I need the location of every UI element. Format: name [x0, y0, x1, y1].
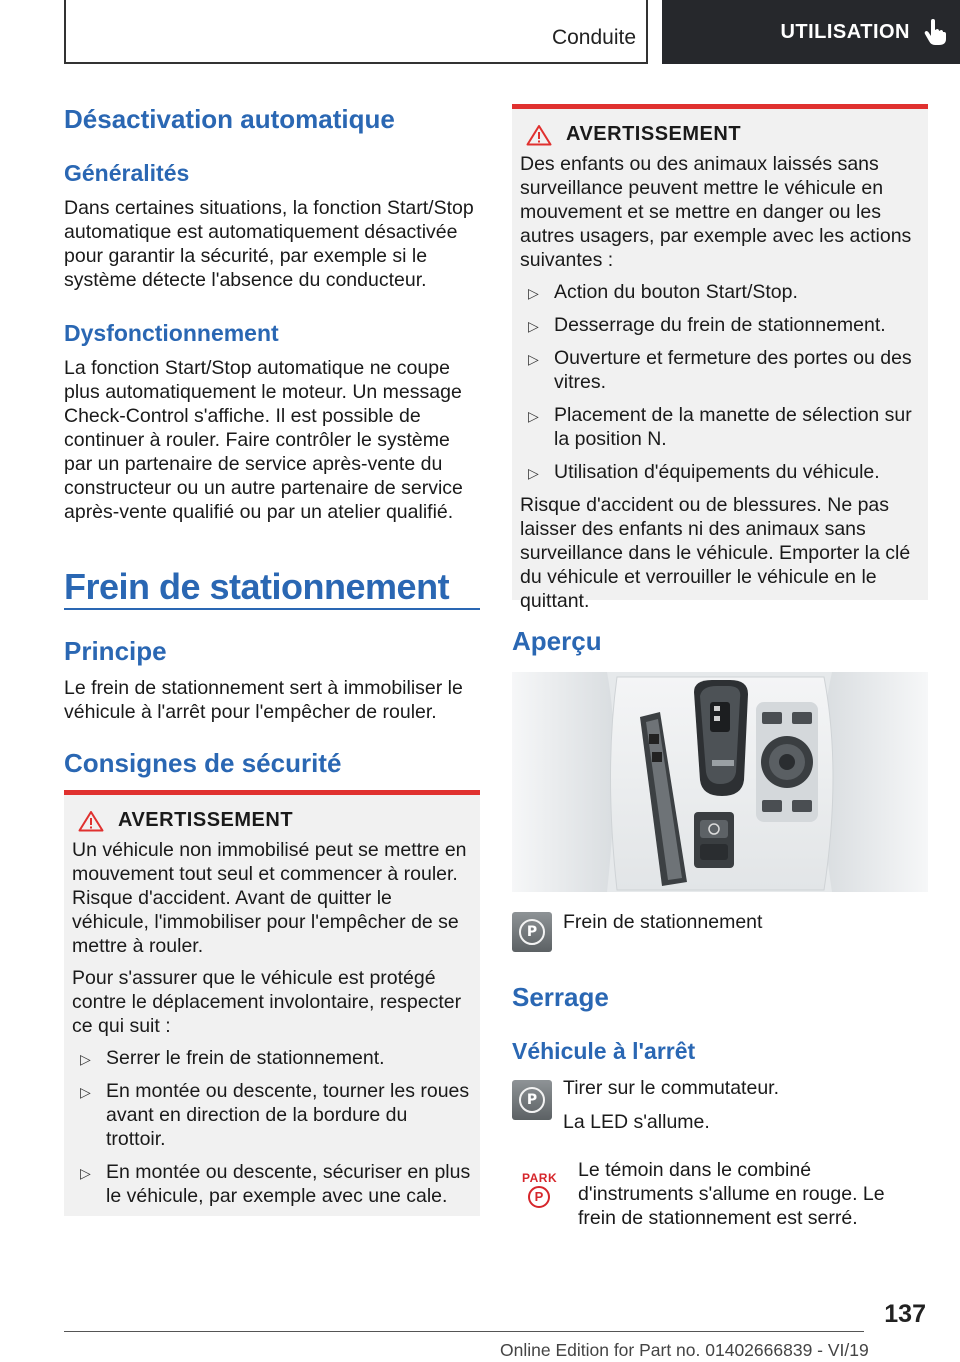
park-indicator-letter: P: [528, 1186, 550, 1208]
bullet-triangle-icon: ▷: [528, 285, 539, 301]
malfunction-paragraph: La fonction Start/Stop automatique ne coupe plus automatiquement le moteur. Un message Check-Control s'affiche. Il est possible de continuer à rouler. Faire contrôler le système par un partenaire de service après-vente du constructeur ou un autre partenaire de service après-vente qualifié ou par un atelier qualifié.: [64, 357, 463, 523]
heading-malfunction: Dysfonctionnement: [64, 320, 279, 346]
page-number: 137: [884, 1300, 926, 1328]
parking-brake-symbol: P: [519, 919, 545, 945]
heading-overview: Aperçu: [512, 626, 602, 656]
heading-general: Généralités: [64, 160, 190, 186]
warning-list: [72, 1046, 472, 1208]
parking-brake-switch-icon: [512, 1080, 552, 1120]
general-paragraph: Dans certaines situations, la fonction Start/Stop automatique est automatiquement désactivée pour garantir la sécurité, par exemple si le système détecte l'absence du conducteur.: [64, 197, 474, 291]
bullet-triangle-icon: ▷: [528, 351, 539, 367]
parking-brake-symbol: P: [519, 1087, 545, 1113]
parking-brake-switch-icon: [512, 912, 552, 952]
heading-auto-deactivation: Désactivation automatique: [64, 104, 395, 134]
warning-triangle-icon: [526, 124, 552, 146]
list-item: ▷ En montée ou descente, sécuriser en plus le véhicule, par exemple avec une cale.: [80, 1161, 471, 1207]
chapter-tab: [662, 0, 960, 64]
indicator-paragraph: Le témoin dans le combiné d'instruments s'allume en rouge. Le frein de stationnement est serré.: [578, 1159, 885, 1229]
footer-edition: Online Edition for Part no. 01402666839 - VI/19: [500, 1340, 869, 1360]
step-pull-switch: Tirer sur le commutateur.: [563, 1077, 780, 1099]
section-divider: [64, 608, 480, 610]
list-item: ▷ Ouverture et fermeture des portes ou des vitres.: [528, 347, 912, 393]
park-indicator-icon: [522, 1172, 556, 1208]
chapter-title: UTILISATION: [780, 20, 910, 43]
list-item: ▷ Desserrage du frein de stationnement.: [528, 314, 886, 336]
warning-title: [72, 809, 472, 832]
park-indicator-label: PARK: [522, 1171, 558, 1185]
list-item: ▷ Action du bouton Start/Stop.: [528, 281, 798, 303]
warning-title-text: AVERTISSEMENT: [566, 123, 742, 145]
warning-paragraph-2: Pour s'assurer que le véhicule est protégé contre le déplacement involontaire, respecter ce qui suit :: [72, 967, 462, 1037]
figure-caption: Frein de stationnement: [563, 911, 763, 933]
warning-triangle-icon: [78, 810, 104, 832]
warning-list: [520, 280, 920, 484]
heading-parking-brake: Frein de stationnement: [64, 566, 450, 607]
principle-paragraph: Le frein de stationnement sert à immobiliser le véhicule à l'arrêt pour l'empêcher de rouler.: [64, 677, 463, 723]
warning-paragraph-1: Un véhicule non immobilisé peut se mettre en mouvement tout seul et commencer à rouler. Risque d'accident. Avant de quitter le véhicule, l'immobiliser pour l'empêcher de se mettre à rouler.: [72, 839, 467, 957]
heading-apply: Serrage: [512, 982, 609, 1012]
hand-pointer-icon: [924, 19, 946, 45]
section-title: Conduite: [551, 26, 636, 49]
bullet-triangle-icon: ▷: [80, 1165, 91, 1181]
warning-paragraph-1: Des enfants ou des animaux laissés sans surveillance peuvent mettre le véhicule en mouvement et se mettre en danger ou les autres usagers, par exemple avec les actions suivantes :: [520, 153, 912, 271]
heading-principle: Principe: [64, 636, 167, 666]
center-console-photo: [512, 672, 928, 892]
bullet-triangle-icon: ▷: [80, 1084, 91, 1100]
warning-title: [520, 123, 920, 146]
list-item: ▷ Serrer le frein de stationnement.: [80, 1047, 385, 1069]
list-item: ▷ En montée ou descente, tourner les roues avant en direction de la bordure du trottoir.: [80, 1080, 470, 1150]
step-led-lights: La LED s'allume.: [563, 1111, 710, 1133]
heading-stationary: Véhicule à l'arrêt: [512, 1038, 696, 1064]
center-console-illustration: [512, 672, 928, 892]
warning-title-text: AVERTISSEMENT: [118, 809, 294, 831]
warning-box-immobilize: [64, 790, 480, 1216]
bullet-triangle-icon: ▷: [528, 318, 539, 334]
warning-paragraph-2: Risque d'accident ou de blessures. Ne pas laisser des enfants ni des animaux sans surveillance dans le véhicule. Emporter la clé du véhicule et verrouiller le véhicule en le quittant.: [520, 494, 911, 612]
warning-box-children: [512, 104, 928, 612]
bullet-triangle-icon: ▷: [528, 408, 539, 424]
list-item: ▷ Utilisation d'équipements du véhicule.: [528, 461, 880, 483]
list-item: ▷ Placement de la manette de sélection sur la position N.: [528, 404, 912, 450]
footer-divider: [64, 1331, 864, 1332]
bullet-triangle-icon: ▷: [528, 465, 539, 481]
bullet-triangle-icon: ▷: [80, 1051, 91, 1067]
heading-safety: Consignes de sécurité: [64, 748, 342, 778]
